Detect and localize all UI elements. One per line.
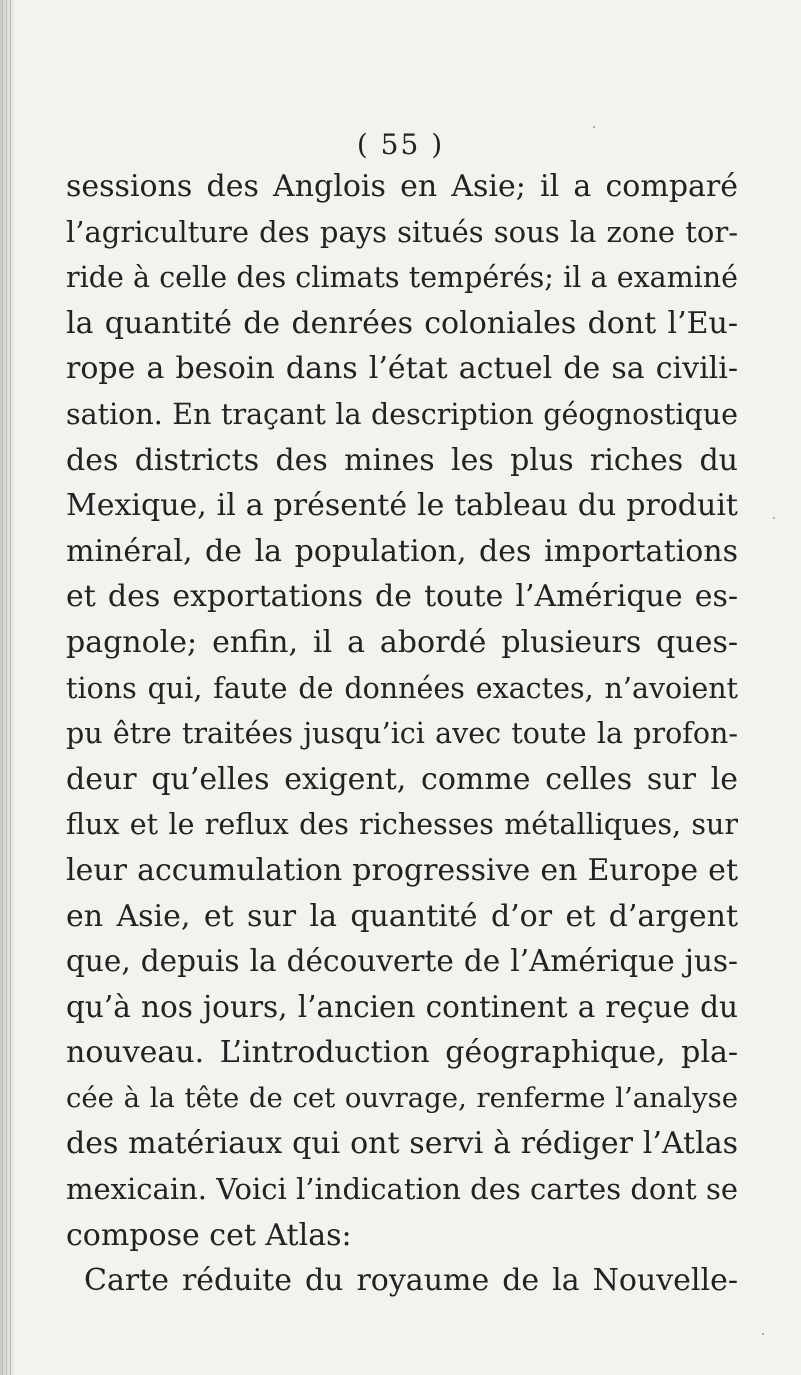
page-number: ( 55 ) [356,128,445,161]
text-line: leur accumulation progressive en Europe et [66,852,738,888]
text-line: ride à celle des climats tempérés; il a examiné [66,261,738,295]
paper-speck [593,126,595,128]
text-line: flux et le reflux des richesses métalliques, sur [66,808,738,842]
text-line: compose cet Atlas: [66,1217,352,1253]
text-line: qu’à nos jours, l’ancien continent a reçue du [66,989,738,1024]
paper-speck [773,517,775,519]
text-line: l’agriculture des pays situés sous la zone tor- [66,214,738,249]
text-line: pu être traitées jusqu’ici avec toute la profon- [66,717,738,751]
text-line: Carte réduite du royaume de la Nouvelle- [84,1263,738,1299]
binding-line [2,0,3,1375]
text-line: minéral, de la population, des importations [66,533,738,569]
text-line: et des exportations de toute l’Amérique es- [66,579,738,615]
text-line: la quantité de denrées coloniales dont l’Eu- [66,305,738,341]
paper-speck [762,1333,764,1335]
text-line: que, depuis la découverte de l’Amérique jus- [66,944,738,979]
text-line: en Asie, et sur la quantité d’or et d’argent [66,898,738,934]
binding-line [10,0,11,1375]
text-line: des districts des mines les plus riches du [66,442,738,478]
text-line: deur qu’elles exigent, comme celles sur le [66,761,738,797]
binding-line [6,0,7,1375]
body-text [66,164,738,1304]
text-line: des matériaux qui ont servi à rédiger l’Atlas [66,1126,738,1162]
text-line: sation. En traçant la description géognostique [66,397,738,431]
text-line: Mexique, il a présenté le tableau du produit [66,488,738,524]
text-line: tions qui, faute de données exactes, n’avoient [66,671,738,705]
text-line: cée à la tête de cet ouvrage, renferme l’analyse [66,1081,738,1114]
text-line: pagnole; enfin, il a abordé plusieurs ques- [66,624,738,660]
text-line: sessions des Anglois en Asie; il a comparé [66,169,738,204]
text-line: nouveau. L’introduction géographique, pla- [66,1035,738,1071]
text-line: rope a besoin dans l’état actuel de sa civili- [66,351,738,387]
text-line: mexicain. Voici l’indication des cartes dont se [66,1172,738,1207]
